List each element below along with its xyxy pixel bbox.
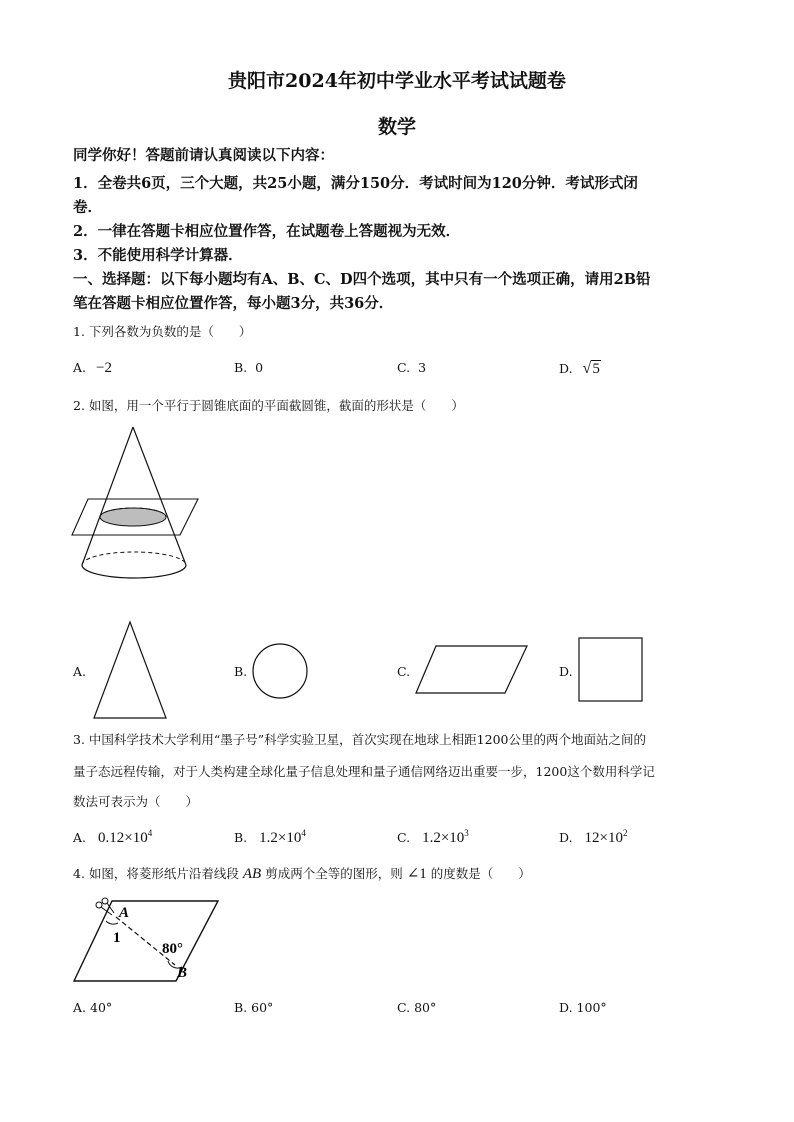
point-b-label: B bbox=[177, 965, 188, 981]
q4-stem-post: 的度数是（ ） bbox=[430, 866, 531, 881]
sqrt-sign-icon: √ bbox=[582, 360, 592, 377]
q3-option-a-label: A. bbox=[73, 830, 87, 845]
q3-option-a[interactable] bbox=[73, 828, 152, 847]
q3-option-d[interactable] bbox=[559, 828, 628, 847]
q4-stem-segment: AB bbox=[242, 866, 262, 882]
q4-stem-angle: ∠1 bbox=[406, 866, 427, 882]
q3-option-d-label: D. bbox=[559, 830, 573, 845]
instruction-1-line2: 卷． bbox=[73, 199, 102, 216]
subject-title: 数学 bbox=[377, 116, 416, 138]
q3-option-d-mantissa: 12×10 bbox=[584, 830, 624, 846]
greeting: 同学你好！答题前请认真阅读以下内容： bbox=[73, 147, 334, 164]
q1-option-a-value: −2 bbox=[96, 360, 112, 376]
square-icon bbox=[578, 637, 644, 703]
q2-option-d[interactable] bbox=[559, 664, 573, 679]
instruction-2: 2．一律在答题卡相应位置作答，在试题卷上答题视为无效． bbox=[73, 223, 461, 240]
triangle-icon bbox=[90, 620, 170, 722]
question-1-stem: 1. 下列各数为负数的是（ ） bbox=[73, 324, 252, 339]
q2-option-c[interactable] bbox=[397, 664, 410, 679]
q1-option-d[interactable] bbox=[559, 360, 601, 378]
section-1-heading-line1: 一、选择题：以下每小题均有A、B、C、D四个选项，其中只有一个选项正确，请用2B铅 bbox=[73, 271, 651, 288]
q4-stem-pre: 4. 如图，将菱形纸片沿着线段 bbox=[73, 866, 239, 881]
section-1-heading-line2: 笔在答题卡相应位置作答，每小题3分，共36分． bbox=[73, 295, 394, 312]
q3-option-b-exponent: 4 bbox=[301, 828, 306, 838]
q2-option-d-label: D. bbox=[559, 664, 573, 679]
q3-option-c[interactable] bbox=[397, 828, 469, 847]
q4-option-d-label: D. bbox=[559, 1000, 573, 1015]
cone-left-edge bbox=[82, 427, 133, 565]
q1-option-d-value bbox=[583, 361, 601, 377]
point-a-label: A bbox=[119, 905, 130, 921]
angle-80-label: 80° bbox=[162, 941, 183, 957]
q1-option-b[interactable] bbox=[234, 360, 263, 375]
q1-option-a[interactable] bbox=[73, 360, 112, 377]
q4-option-c[interactable] bbox=[397, 1000, 436, 1015]
q4-option-a[interactable] bbox=[73, 1000, 112, 1015]
q3-option-c-label: C. bbox=[397, 830, 411, 845]
cone-section-figure bbox=[70, 425, 200, 580]
q4-option-a-value: 40° bbox=[90, 1000, 113, 1015]
question-2-stem: 2. 如图，用一个平行于圆锥底面的平面截圆锥，截面的形状是（ ） bbox=[73, 398, 464, 413]
q3-option-c-exponent: 3 bbox=[464, 828, 469, 838]
q4-option-d[interactable] bbox=[559, 1000, 607, 1015]
q3-option-d-exponent: 2 bbox=[623, 828, 628, 838]
instruction-1-line1: 1．全卷共6页，三个大题，共25小题，满分150分．考试时间为120分钟．考试形式闭 bbox=[73, 175, 638, 192]
angle-1-label: 1 bbox=[113, 930, 121, 946]
circle-icon bbox=[251, 642, 311, 702]
q1-option-b-label: B. bbox=[234, 360, 248, 375]
q2-option-c-label: C. bbox=[397, 664, 411, 679]
q1-option-b-value: 0 bbox=[255, 360, 264, 375]
q4-stem-mid: 剪成两个全等的图形，则 bbox=[265, 866, 403, 881]
parallelogram-icon bbox=[414, 644, 530, 696]
rhombus-cut-figure bbox=[72, 895, 222, 987]
q3-option-b[interactable] bbox=[234, 828, 306, 847]
question-3-stem-line1: 3. 中国科学技术大学利用“墨子号”科学实验卫星，首次实现在地球上相距1200公里的两个地面站之间的 bbox=[73, 732, 646, 747]
q1-option-d-radicand: 5 bbox=[592, 361, 600, 377]
q2-option-b-label: B. bbox=[234, 664, 248, 679]
cone-base-back bbox=[82, 552, 186, 565]
q2-option-b[interactable] bbox=[234, 664, 247, 679]
q3-option-a-mantissa: 0.12×10 bbox=[98, 830, 148, 846]
q4-option-b-label: B. bbox=[234, 1000, 248, 1015]
q2-option-a-label: A. bbox=[73, 664, 87, 679]
q1-option-d-label: D. bbox=[559, 361, 573, 376]
q4-option-a-label: A. bbox=[73, 1000, 87, 1015]
question-3-stem-line2: 量子态远程传输，对于人类构建全球化量子信息处理和量子通信网络迈出重要一步，1200这个数用科学记 bbox=[73, 764, 655, 779]
q3-option-a-exponent: 4 bbox=[147, 828, 153, 838]
q3-option-b-mantissa: 1.2×10 bbox=[259, 830, 302, 846]
q1-option-c-label: C. bbox=[397, 360, 411, 375]
q1-option-a-label: A. bbox=[73, 360, 87, 375]
cone-base-front bbox=[82, 565, 186, 578]
cone-right-edge bbox=[133, 427, 186, 565]
instruction-3: 3．不能使用科学计算器． bbox=[73, 247, 243, 264]
q4-option-b[interactable] bbox=[234, 1000, 273, 1015]
question-4-stem bbox=[73, 864, 531, 884]
page-title: 贵阳市2024年初中学业水平考试试题卷 bbox=[228, 70, 566, 92]
q4-option-c-label: C. bbox=[397, 1000, 411, 1015]
rhombus-outline bbox=[74, 901, 218, 981]
q3-option-c-mantissa: 1.2×10 bbox=[422, 830, 465, 846]
angle-1-arc bbox=[106, 921, 118, 924]
q3-option-b-label: B. bbox=[234, 830, 248, 845]
q1-option-c-value: 3 bbox=[418, 360, 427, 375]
q2-option-a[interactable] bbox=[73, 664, 86, 679]
q4-option-d-value: 100° bbox=[576, 1000, 607, 1015]
q4-option-c-value: 80° bbox=[414, 1000, 437, 1015]
question-3-stem-line3: 数法可表示为（ ） bbox=[73, 794, 199, 809]
q4-option-b-value: 60° bbox=[251, 1000, 274, 1015]
q1-option-c[interactable] bbox=[397, 360, 426, 375]
scissors-icon bbox=[96, 898, 114, 915]
